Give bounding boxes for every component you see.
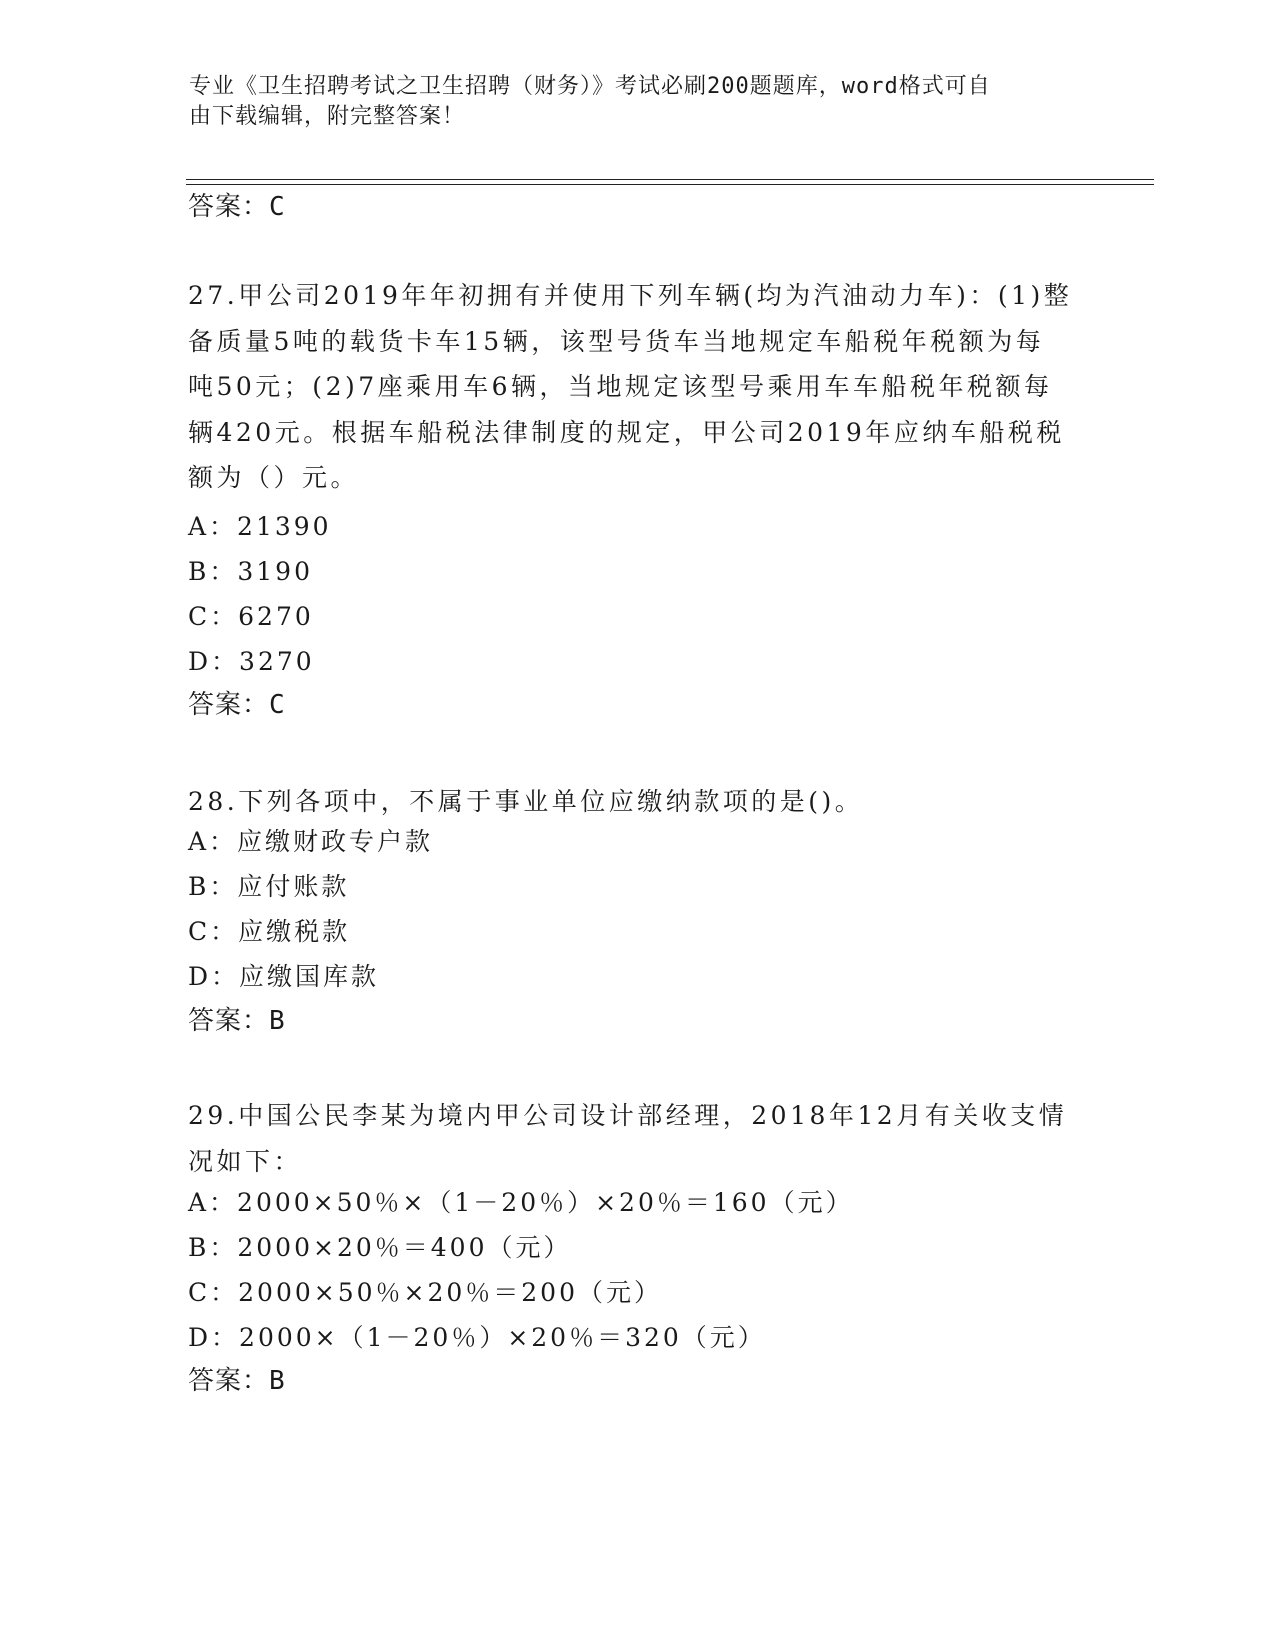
previous-answer: 答案：C — [188, 192, 286, 222]
question-29-option-a: A：2000×50％×（1－20％）×20％＝160（元） — [188, 1188, 854, 1217]
question-29-option-c: C：2000×50％×20％＝200（元） — [188, 1278, 662, 1307]
question-29-option-d: D：2000×（1－20％）×20％＝320（元） — [188, 1323, 766, 1352]
question-29-option-b: B：2000×20％＝400（元） — [188, 1233, 572, 1262]
stem-line: 吨50元；(2)7座乘用车6辆，当地规定该型号乘用车车船税年税额每 — [188, 372, 1053, 401]
question-27-option-d: D：3270 — [188, 647, 315, 676]
header-divider-bottom — [186, 184, 1154, 185]
question-27-answer: 答案：C — [188, 690, 286, 720]
question-28-option-c: C：应缴税款 — [188, 917, 351, 946]
question-28-option-d: D：应缴国库款 — [188, 962, 380, 991]
stem-line: 27.甲公司2019年年初拥有并使用下列车辆(均为汽油动力车)：(1)整 — [188, 281, 1073, 310]
stem-line: 28.下列各项中，不属于事业单位应缴纳款项的是()。 — [188, 787, 864, 816]
question-27-option-a: A：21390 — [188, 512, 332, 541]
question-28-option-a: A：应缴财政专户款 — [188, 827, 434, 856]
question-28-answer: 答案：B — [188, 1006, 286, 1036]
question-28-stem — [188, 779, 1088, 825]
question-27-option-b: B：3190 — [188, 557, 313, 586]
stem-line: 况如下： — [188, 1146, 303, 1176]
page-header — [189, 72, 1069, 132]
question-27-option-c: C：6270 — [188, 602, 314, 631]
stem-line: 额为（）元。 — [188, 463, 360, 492]
stem-line: 辆420元。根据车船税法律制度的规定，甲公司2019年应纳车船税税 — [188, 417, 1065, 447]
header-line-2: 由下载编辑，附完整答案！ — [189, 104, 466, 129]
header-divider-top — [186, 179, 1154, 180]
header-line-1: 专业《卫生招聘考试之卫生招聘（财务）》考试必刷200题题库，word格式可自 — [189, 74, 991, 99]
question-29-answer: 答案：B — [188, 1366, 286, 1396]
stem-line: 备质量5吨的载货卡车15辆，该型号货车当地规定车船税年税额为每 — [188, 326, 1045, 356]
question-29-stem — [188, 1093, 1088, 1184]
stem-line: 29.中国公民李某为境内甲公司设计部经理，2018年12月有关收支情 — [188, 1101, 1068, 1130]
question-28-option-b: B：应付账款 — [188, 872, 350, 901]
question-27-stem — [188, 273, 1088, 501]
